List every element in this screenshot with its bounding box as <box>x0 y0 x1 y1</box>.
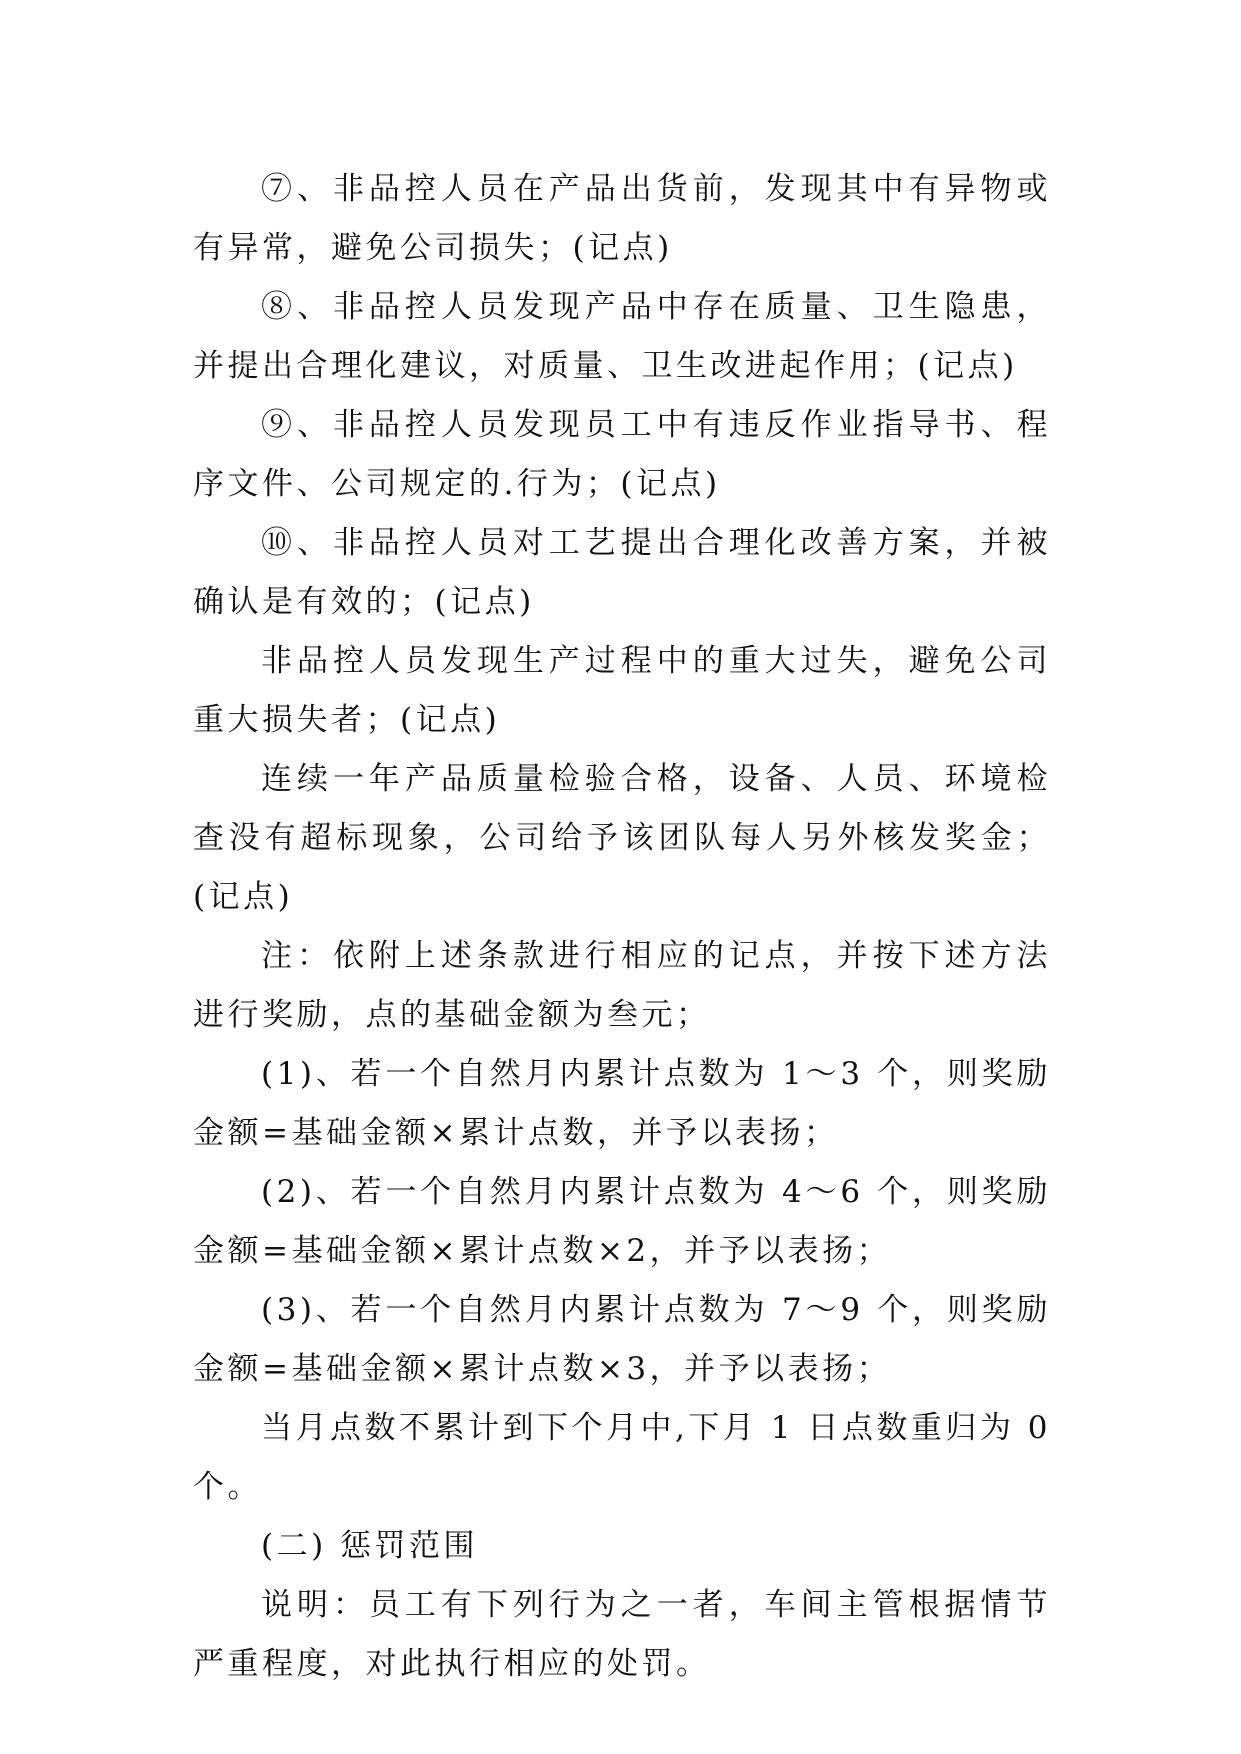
paragraph-annual-bonus: 连续一年产品质量检验合格，设备、人员、环境检查没有超标现象，公司给予该团队每人另外核发奖金；(记点) <box>193 761 1051 915</box>
paragraph-item-7: ⑦、非品控人员在产品出货前，发现其中有异物或有异常，避免公司损失；(记点) <box>193 171 1051 266</box>
paragraph-item-9: ⑨、非品控人员发现员工中有违反作业指导书、程序文件、公司规定的.行为；(记点) <box>193 407 1051 502</box>
paragraph-item-8: ⑧、非品控人员发现产品中存在质量、卫生隐患，并提出合理化建议，对质量、卫生改进起作用；(记点) <box>193 289 1051 384</box>
document-body <box>193 160 1051 1694</box>
paragraph-monthly-reset: 当月点数不累计到下个月中,下月 1 日点数重归为 0 个。 <box>193 1410 1051 1505</box>
paragraph-major-fault: 非品控人员发现生产过程中的重大过失，避免公司重大损失者；(记点) <box>193 643 1051 738</box>
section-heading-penalty: (二) 惩罚范围 <box>261 1528 479 1564</box>
paragraph-reward-rule-1: (1)、若一个自然月内累计点数为 1～3 个，则奖励金额=基础金额×累计点数，并予以表扬； <box>193 1056 1051 1151</box>
paragraph-note: 注：依附上述条款进行相应的记点，并按下述方法进行奖励，点的基础金额为叁元； <box>193 938 1051 1033</box>
paragraph-penalty-description: 说明：员工有下列行为之一者，车间主管根据情节严重程度，对此执行相应的处罚。 <box>193 1587 1051 1682</box>
paragraph-item-10: ⑩、非品控人员对工艺提出合理化改善方案，并被确认是有效的；(记点) <box>193 525 1051 620</box>
paragraph-reward-rule-3: (3)、若一个自然月内累计点数为 7～9 个，则奖励金额=基础金额×累计点数×3，并予以表扬； <box>193 1292 1051 1387</box>
paragraph-reward-rule-2: (2)、若一个自然月内累计点数为 4～6 个，则奖励金额=基础金额×累计点数×2，并予以表扬； <box>193 1174 1051 1269</box>
